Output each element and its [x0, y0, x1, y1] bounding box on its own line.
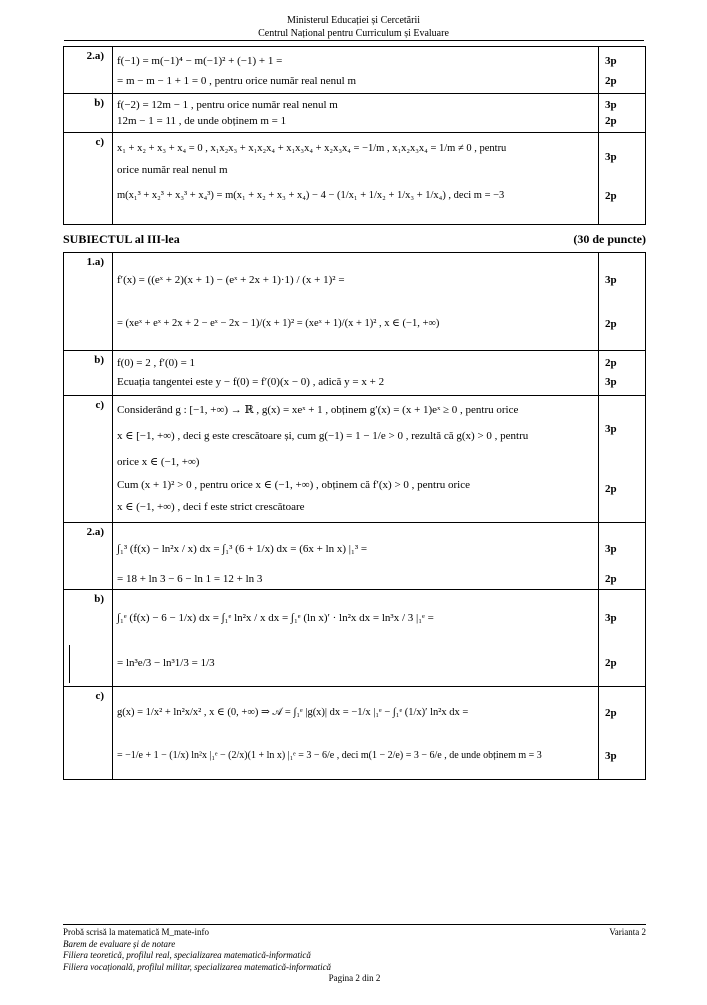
solution-line: Cum (x + 1)² > 0 , pentru orice x ∈ (−1, +∞) , obținem că f′(x) > 0 , pentru orice: [117, 479, 470, 491]
solution-cell: [113, 687, 599, 780]
points-cell: [599, 351, 646, 396]
solution-line: = ln³e/3 − ln³1/3 = 1/3: [117, 657, 215, 669]
points-cell: [599, 687, 646, 780]
points-value: 2p: [605, 75, 617, 87]
item-label: b): [64, 351, 113, 396]
table-row: [64, 47, 646, 94]
points-value: 2p: [605, 573, 617, 585]
page-number: Pagina 2 din 2: [328, 973, 381, 983]
solution-cell: [113, 351, 599, 396]
solution-line: ∫₁ᵉ (f(x) − 6 − 1/x) dx = ∫₁ᵉ ln²x / x dx = ∫₁ᵉ (ln x)′ · ln²x dx = ln³x / 3 |₁ᵉ =: [117, 612, 434, 624]
solution-cell: [113, 253, 599, 351]
solution-line: Considerând g : [−1, +∞) → ℝ , g(x) = xeˣ + 1 , obținem g′(x) = (x + 1)eˣ ≥ 0 , pentru orice: [117, 404, 519, 416]
solution-cell: [113, 47, 599, 94]
points-value: 3p: [605, 151, 617, 163]
points-cell: [599, 523, 646, 590]
points-value: 2p: [605, 707, 617, 719]
table-row: [64, 94, 646, 133]
solution-line: f′(x) = ((eˣ + 2)(x + 1) − (eˣ + 2x + 1)·1) / (x + 1)² =: [117, 274, 345, 286]
item-label: 2.a): [64, 523, 113, 590]
item-label: c): [64, 687, 113, 780]
points-value: 2p: [605, 357, 617, 369]
solutions-table-part3: [63, 252, 646, 780]
points-value: 3p: [605, 376, 617, 388]
solution-line: = 18 + ln 3 − 6 − ln 1 = 12 + ln 3: [117, 573, 263, 585]
table-row: [64, 133, 646, 225]
section-heading: [63, 232, 646, 247]
points-value: 3p: [605, 612, 617, 624]
table-row: [64, 351, 646, 396]
margin-bar: [69, 645, 70, 683]
points-value: 3p: [605, 543, 617, 555]
points-value: 2p: [605, 657, 617, 669]
solution-line: ∫₁³ (f(x) − ln²x / x) dx = ∫₁³ (6 + 1/x) dx = (6x + ln x) |₁³ =: [117, 543, 368, 555]
points-value: 3p: [605, 99, 617, 111]
points-value: 3p: [605, 274, 617, 286]
footer-exam-title: Probă scrisă la matematică M_mate-info: [63, 927, 209, 937]
center-name: Centrul Național pentru Curriculum și Evaluare: [64, 27, 644, 41]
solution-line: x₁ + x₂ + x₃ + x₄ = 0 , x₁x₂x₃ + x₁x₂x₄ + x₁x₃x₄ + x₂x₃x₄ = −1/m , x₁x₂x₃x₄ = 1/m ≠ 0 , pentru: [117, 143, 507, 154]
points-value: 2p: [605, 318, 617, 330]
points-value: 2p: [605, 115, 617, 127]
section-points: (30 de puncte): [573, 232, 646, 246]
solution-line: = −1/e + 1 − (1/x) ln²x |₁ᵉ − (2/x)(1 + ln x) |₁ᵉ = 3 − 6/e , deci m(1 − 2/e) = 3 − 6/e , de unde obținem m = 3: [117, 750, 542, 761]
points-cell: [599, 253, 646, 351]
section-title: SUBIECTUL al III-lea: [63, 232, 180, 246]
item-label: b): [64, 590, 113, 687]
points-cell: [599, 47, 646, 94]
solution-line: f(0) = 2 , f′(0) = 1: [117, 357, 196, 369]
solution-cell: [113, 523, 599, 590]
points-cell: [599, 396, 646, 523]
item-label: 2.a): [64, 47, 113, 94]
points-cell: [599, 94, 646, 133]
item-label: b): [64, 94, 113, 133]
footer-variant: Varianta 2: [609, 927, 646, 937]
table-row: [64, 590, 646, 687]
solution-line: f(−2) = 12m − 1 , pentru orice număr real nenul m: [117, 99, 338, 111]
ministry-name: Ministerul Educației și Cercetării: [286, 15, 420, 26]
solution-cell: [113, 396, 599, 523]
solutions-table-part2: [63, 46, 646, 225]
solution-line: x ∈ [−1, +∞) , deci g este crescătoare și, cum g(−1) = 1 − 1/e > 0 , rezultă că g(x) > 0 , pentru: [117, 430, 529, 442]
document-header: [0, 14, 707, 41]
solution-line: orice x ∈ (−1, +∞): [117, 456, 200, 468]
points-value: 3p: [605, 423, 617, 435]
item-label: c): [64, 396, 113, 523]
table-row: [64, 396, 646, 523]
solution-line: orice număr real nenul m: [117, 164, 228, 176]
solution-line: x ∈ (−1, +∞) , deci f este strict crescătoare: [117, 501, 305, 513]
item-label: c): [64, 133, 113, 225]
solution-line: = (xeˣ + eˣ + 2x + 2 − eˣ − 2x − 1)/(x + 1)² = (xeˣ + 1)/(x + 1)² , x ∈ (−1, +∞): [117, 318, 440, 329]
solution-line: m(x₁³ + x₂³ + x₃³ + x₄³) = m(x₁ + x₂ + x₃ + x₄) − 4 − (1/x₁ + 1/x₂ + 1/x₃ + 1/x₄) , deci m = −3: [117, 190, 505, 201]
table-row: [64, 523, 646, 590]
solution-cell: [113, 94, 599, 133]
solution-cell: [113, 133, 599, 225]
solution-cell: [113, 590, 599, 687]
solution-line: f(−1) = m(−1)⁴ − m(−1)² + (−1) + 1 =: [117, 55, 283, 67]
points-value: 2p: [605, 190, 617, 202]
points-cell: [599, 590, 646, 687]
table-row: [64, 253, 646, 351]
solution-line: Ecuația tangentei este y − f(0) = f′(0)(x − 0) , adică y = x + 2: [117, 376, 385, 388]
footer-line: Barem de evaluare și de notare: [63, 938, 176, 949]
solution-line: = m − m − 1 + 1 = 0 , pentru orice număr real nenul m: [117, 75, 357, 87]
document-footer: [63, 924, 646, 985]
points-value: 3p: [605, 750, 617, 762]
footer-line: Filiera vocațională, profilul militar, specializarea matematică-informatică: [63, 961, 332, 972]
points-cell: [599, 133, 646, 225]
solution-line: 12m − 1 = 11 , de unde obținem m = 1: [117, 115, 287, 127]
points-value: 2p: [605, 483, 617, 495]
footer-line: Filiera teoretică, profilul real, specializarea matematică-informatică: [63, 950, 311, 960]
table-row: [64, 687, 646, 780]
item-label: 1.a): [64, 253, 113, 351]
points-value: 3p: [605, 55, 617, 67]
solution-line: g(x) = 1/x² + ln²x/x² , x ∈ (0, +∞) ⇒ 𝒜 = ∫₁ᵉ |g(x)| dx = −1/x |₁ᵉ − ∫₁ᵉ (1/x)′ ln²x dx =: [117, 707, 469, 718]
